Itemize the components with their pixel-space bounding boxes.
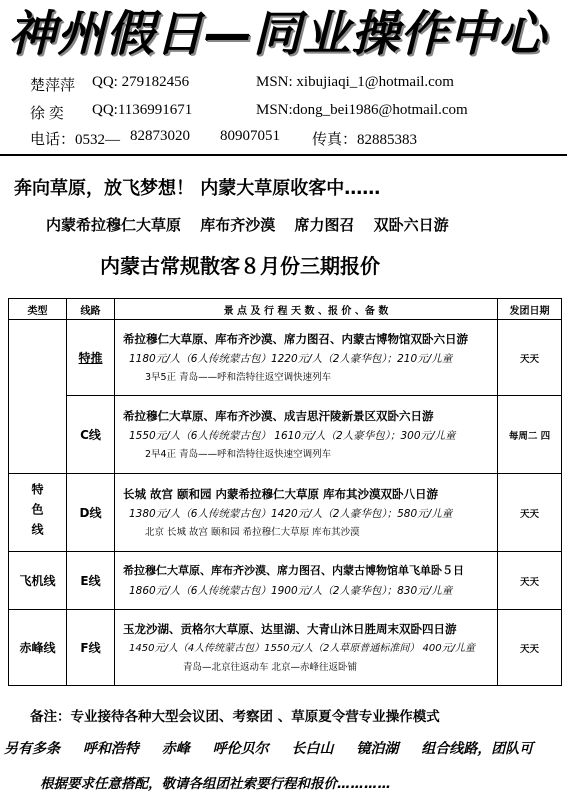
note-text: 青岛—北京往返动车 北京—赤峰往返卧铺 bbox=[183, 661, 358, 673]
line-cell bbox=[67, 610, 115, 686]
line-label: 特推 bbox=[78, 351, 103, 365]
table-row bbox=[9, 320, 562, 396]
header-divider bbox=[0, 154, 567, 156]
price-text: 1180元/人（6人传统蒙古包）1220元/人（2人豪华包）；210元/儿童 bbox=[129, 352, 453, 365]
price-table bbox=[8, 298, 562, 686]
table-header-row bbox=[9, 299, 562, 320]
line-label: F线 bbox=[80, 641, 101, 655]
price-table-container bbox=[8, 298, 561, 688]
page-title: 神州假日—同业操作中心 bbox=[8, 6, 548, 62]
route-text: 希拉穆仁大草原、库布齐沙漠、成吉思汗陵新景区双卧六日游 bbox=[123, 408, 434, 423]
note-text: 北京 长城 故宫 颐和园 希拉穆仁大草原 库布其沙漠 bbox=[145, 526, 360, 538]
fax-number: 传真：82885383 bbox=[312, 132, 418, 148]
price-subtitle: 内蒙古常规散客８月份三期报价 bbox=[100, 254, 380, 278]
type-cell: 特色线 bbox=[9, 474, 67, 552]
note-text: 3早5正 青岛——呼和浩特往返空调快速列车 bbox=[145, 371, 332, 383]
table-row bbox=[9, 474, 562, 552]
footer-note: 备注：专业接待各种大型会议团、考察团 、草原夏令营专业操作模式 bbox=[30, 709, 440, 725]
contact-name-2: 徐 奕 bbox=[30, 106, 64, 122]
note-text: 2早4正 青岛——呼和浩特往返快速空调列车 bbox=[145, 448, 332, 460]
header-line: 线路 bbox=[67, 299, 115, 320]
table-row bbox=[9, 610, 562, 686]
header-detail: 景 点 及 行 程 天 数 、报 价 、备 数 bbox=[115, 299, 498, 320]
type-cell-blank bbox=[9, 320, 67, 474]
header-type: 类型 bbox=[9, 299, 67, 320]
line-cell bbox=[67, 474, 115, 552]
line-cell bbox=[67, 320, 115, 396]
route-text: 玉龙沙湖、贡格尔大草原、达里湖、大青山沐日胜周末双卧四日游 bbox=[123, 621, 457, 636]
price-text: 1380元/人（6人传统蒙古包）1420元/人（2人豪华包）；580元/儿童 bbox=[129, 507, 453, 520]
footer-cities: 另有多条 呼和浩特 赤峰 呼伦贝尔 长白山 镜泊湖 组合线路，团队可 bbox=[4, 741, 534, 757]
header-days: 发团日期 bbox=[498, 299, 562, 320]
detail-cell bbox=[115, 610, 498, 686]
line-label: C线 bbox=[80, 428, 101, 442]
type-cell: 赤峰线 bbox=[9, 610, 67, 686]
line-label: E线 bbox=[80, 574, 101, 588]
departure-days: 天天 bbox=[498, 610, 562, 686]
contact-name-1: 楚萍萍 bbox=[30, 78, 76, 94]
route-text: 希拉穆仁大草原、库布齐沙漠、席力图召、内蒙古博物馆单飞单卧５日 bbox=[123, 563, 464, 577]
detail-cell bbox=[115, 320, 498, 396]
footer-closing: 根据要求任意搭配，敬请各组团社索要行程和报价………… bbox=[40, 776, 391, 792]
phone-label: 电话：0532— bbox=[30, 132, 121, 148]
route-text: 长城 故宫 颐和园 内蒙希拉穆仁大草原 库布其沙漠双卧八日游 bbox=[123, 486, 439, 501]
contact-msn-2: MSN:dong_bei1986@hotmail.com bbox=[256, 102, 468, 118]
contact-msn-1: MSN: xibujiaqi_1@hotmail.com bbox=[256, 74, 454, 90]
line-cell bbox=[67, 552, 115, 610]
departure-days: 天天 bbox=[498, 320, 562, 396]
phone-number-1: 82873020 bbox=[130, 128, 190, 144]
table-row bbox=[9, 396, 562, 474]
slogan: 奔向草原，放飞梦想！ 内蒙大草原收客中…… bbox=[14, 178, 381, 199]
line-cell bbox=[67, 396, 115, 474]
contact-qq-2: QQ:1136991671 bbox=[92, 102, 193, 118]
routes-summary: 内蒙希拉穆仁大草原 库布齐沙漠 席力图召 双卧六日游 bbox=[46, 216, 449, 234]
type-cell: 飞机线 bbox=[9, 552, 67, 610]
contact-qq-1: QQ: 279182456 bbox=[92, 74, 190, 90]
line-label: D线 bbox=[79, 506, 102, 520]
departure-days: 天天 bbox=[498, 552, 562, 610]
table-row bbox=[9, 552, 562, 610]
departure-days: 天天 bbox=[498, 474, 562, 552]
detail-cell bbox=[115, 552, 498, 610]
detail-cell bbox=[115, 396, 498, 474]
route-text: 希拉穆仁大草原、库布齐沙漠、席力图召、内蒙古博物馆双卧六日游 bbox=[123, 331, 468, 346]
departure-days: 每周二 四 bbox=[498, 396, 562, 474]
price-text: 1450元/人（4人传统蒙古包）1550元/人（2人草原普通标准间） 400元/儿童 bbox=[129, 642, 475, 654]
detail-cell bbox=[115, 474, 498, 552]
phone-number-2: 80907051 bbox=[220, 128, 280, 144]
price-text: 1550元/人（6人传统蒙古包） 1610元/人（2人豪华包）；300元/儿童 bbox=[129, 429, 456, 442]
price-text: 1860元/人（6人传统蒙古包）1900元/人（2人豪华包）；830元/儿童 bbox=[129, 584, 453, 597]
